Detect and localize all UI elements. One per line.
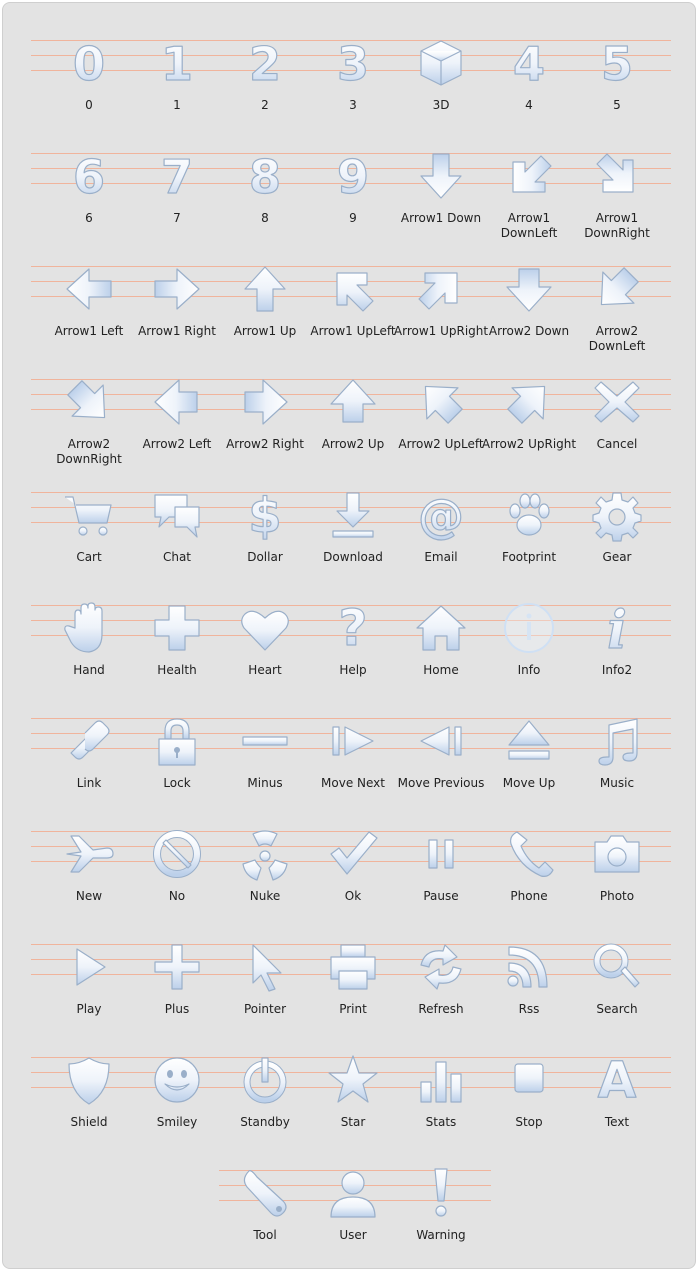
info-icon — [499, 600, 559, 656]
3-icon — [323, 35, 383, 91]
icon-label: Lock — [163, 776, 191, 790]
icon-label: Arrow2 DownRight — [56, 437, 122, 466]
arrow1-downleft-icon — [499, 148, 559, 204]
move-up-icon — [499, 713, 559, 769]
6-icon — [59, 148, 119, 204]
icon-cell-arrow1-upright[interactable] — [393, 259, 489, 372]
lock-icon — [147, 713, 207, 769]
icon-cell-arrow2-downleft[interactable] — [573, 259, 661, 372]
icon-cell-arrow1-down[interactable] — [397, 146, 485, 259]
icon-label: Cart — [76, 550, 102, 564]
icon-cell-home[interactable] — [397, 598, 485, 711]
stats-icon — [411, 1052, 471, 1108]
arrow2-upleft-icon — [411, 374, 471, 430]
cart-icon — [59, 487, 119, 543]
icon-cell-ok[interactable] — [309, 824, 397, 937]
icon-cell-gear[interactable] — [573, 485, 661, 598]
icon-cell-move-up[interactable] — [485, 711, 573, 824]
icon-label: 4 — [525, 98, 533, 112]
icon-cell-print[interactable] — [309, 937, 397, 1050]
icon-label: Hand — [73, 663, 105, 677]
icon-label: Standby — [240, 1115, 290, 1129]
icon-label: Nuke — [249, 889, 281, 903]
icon-label: 2 — [261, 98, 269, 112]
5-icon — [587, 35, 647, 91]
icon-cell-move-next[interactable] — [309, 711, 397, 824]
icon-cell-search[interactable] — [573, 937, 661, 1050]
arrow1-right-icon — [147, 261, 207, 317]
icon-label: Phone — [510, 889, 548, 903]
svg-text:6: 6 — [72, 150, 106, 204]
svg-text:@: @ — [418, 489, 464, 543]
hand-icon — [59, 600, 119, 656]
icon-label: Arrow1 DownLeft — [500, 211, 558, 240]
refresh-icon — [411, 939, 471, 995]
smiley-icon — [147, 1052, 207, 1108]
icon-label: Arrow2 UpRight — [481, 437, 577, 451]
icon-cell-download[interactable] — [309, 485, 397, 598]
icon-label: Download — [323, 550, 383, 564]
icon-cell-help[interactable] — [309, 598, 397, 711]
icon-label: Link — [76, 776, 102, 790]
svg-text:7: 7 — [160, 150, 194, 204]
icon-label: Gear — [602, 550, 632, 564]
icon-label: Play — [76, 1002, 102, 1016]
icon-cell-shield[interactable] — [45, 1050, 133, 1163]
music-icon — [587, 713, 647, 769]
icon-cell-2[interactable] — [221, 33, 309, 146]
svg-text:A: A — [597, 1051, 637, 1109]
icon-label: Arrow2 Right — [226, 437, 304, 451]
icon-label: Help — [339, 663, 367, 677]
email-icon — [411, 487, 471, 543]
footprint-icon — [499, 487, 559, 543]
tool-icon — [235, 1165, 295, 1221]
svg-text:1: 1 — [160, 37, 194, 91]
dollar-icon — [235, 487, 295, 543]
9-icon — [323, 148, 383, 204]
icon-cell-stats[interactable] — [397, 1050, 485, 1163]
icon-label: New — [75, 889, 103, 903]
icon-cell-5[interactable] — [573, 33, 661, 146]
icon-cell-lock[interactable] — [133, 711, 221, 824]
4-icon — [499, 35, 559, 91]
icon-gallery-panel — [2, 2, 696, 1269]
icon-label: Tool — [253, 1228, 277, 1242]
new-icon — [59, 826, 119, 882]
icon-cell-6[interactable] — [45, 146, 133, 259]
icon-label: Info2 — [601, 663, 633, 677]
info2-icon — [587, 600, 647, 661]
icon-label: Arrow2 Left — [142, 437, 212, 451]
icon-label: Arrow1 Down — [400, 211, 482, 225]
icon-cell-arrow1-downleft[interactable] — [485, 146, 573, 259]
icon-label: Arrow1 Left — [54, 324, 124, 338]
icon-label: Move Previous — [397, 776, 485, 790]
icon-cell-heart[interactable] — [221, 598, 309, 711]
icon-label: 3D — [432, 98, 450, 112]
icon-label: 6 — [85, 211, 93, 225]
2-icon — [235, 35, 295, 91]
svg-text:5: 5 — [600, 37, 634, 91]
svg-text:i: i — [607, 600, 627, 661]
icon-cell-0[interactable] — [45, 33, 133, 146]
icon-cell-arrow1-left[interactable] — [45, 259, 133, 372]
print-icon — [323, 939, 383, 995]
search-icon — [587, 939, 647, 995]
help-icon — [323, 600, 383, 656]
icon-label: 9 — [349, 211, 357, 225]
icon-label: Search — [596, 1002, 638, 1016]
icon-label: Arrow1 Right — [138, 324, 216, 338]
icon-cell-arrow2-upright[interactable] — [481, 372, 577, 485]
icon-label: 1 — [173, 98, 181, 112]
8-icon — [235, 148, 295, 204]
icon-cell-minus[interactable] — [221, 711, 309, 824]
icon-cell-photo[interactable] — [573, 824, 661, 937]
arrow2-downright-icon — [59, 374, 119, 430]
icon-label: Print — [339, 1002, 367, 1016]
icon-label: Music — [599, 776, 635, 790]
rss-icon — [499, 939, 559, 995]
standby-icon — [235, 1052, 295, 1108]
icon-label: 0 — [85, 98, 93, 112]
icon-cell-user[interactable] — [309, 1163, 397, 1276]
arrow1-upright-icon — [411, 261, 471, 317]
icon-cell-plus[interactable] — [133, 937, 221, 1050]
icon-cell-smiley[interactable] — [133, 1050, 221, 1163]
arrow2-downleft-icon — [587, 261, 647, 317]
download-icon — [323, 487, 383, 543]
1-icon — [147, 35, 207, 91]
icon-cell-arrow2-left[interactable] — [133, 372, 221, 485]
icon-cell-arrow1-downright[interactable] — [573, 146, 661, 259]
icon-cell-arrow2-downright[interactable] — [45, 372, 133, 485]
arrow1-left-icon — [59, 261, 119, 317]
chat-icon — [147, 487, 207, 543]
arrow1-down-icon — [411, 148, 471, 204]
icon-cell-link[interactable] — [45, 711, 133, 824]
icon-label: 8 — [261, 211, 269, 225]
icon-label: Stats — [425, 1115, 457, 1129]
icon-cell-arrow2-down[interactable] — [485, 259, 573, 372]
shield-icon — [59, 1052, 119, 1108]
icon-label: Arrow2 UpLeft — [398, 437, 484, 451]
icon-label: Arrow2 DownLeft — [588, 324, 646, 353]
plus-icon — [147, 939, 207, 995]
icon-label: Photo — [599, 889, 635, 903]
icon-label: Smiley — [156, 1115, 198, 1129]
icon-label: Pointer — [243, 1002, 287, 1016]
icon-label: Refresh — [418, 1002, 464, 1016]
text-icon — [587, 1052, 647, 1108]
cancel-icon — [587, 374, 647, 430]
svg-text:3: 3 — [336, 37, 370, 91]
ok-icon — [323, 826, 383, 882]
icon-cell-move-previous[interactable] — [397, 711, 485, 824]
icon-cell-stop[interactable] — [485, 1050, 573, 1163]
arrow2-up-icon — [323, 374, 383, 430]
icon-cell-play[interactable] — [45, 937, 133, 1050]
heart-icon — [235, 600, 295, 656]
arrow2-upright-icon — [499, 374, 559, 430]
icon-cell-cart[interactable] — [45, 485, 133, 598]
icon-label: Move Up — [502, 776, 556, 790]
icon-cell-chat[interactable] — [133, 485, 221, 598]
home-icon — [411, 600, 471, 656]
photo-icon — [587, 826, 647, 882]
svg-text:$: $ — [248, 488, 282, 544]
icon-cell-music[interactable] — [573, 711, 661, 824]
icon-label: 7 — [173, 211, 181, 225]
icon-cell-email[interactable] — [397, 485, 485, 598]
arrow2-down-icon — [499, 261, 559, 317]
arrow2-left-icon — [147, 374, 207, 430]
icon-cell-info[interactable] — [485, 598, 573, 711]
icon-cell-tool[interactable] — [221, 1163, 309, 1276]
pause-icon — [411, 826, 471, 882]
icon-label: Email — [424, 550, 458, 564]
icon-cell-info2[interactable] — [573, 598, 661, 711]
icon-label: Text — [604, 1115, 630, 1129]
0-icon — [59, 35, 119, 91]
icon-cell-7[interactable] — [133, 146, 221, 259]
icon-label: Shield — [70, 1115, 108, 1129]
minus-icon — [235, 713, 295, 769]
icon-cell-arrow1-right[interactable] — [133, 259, 221, 372]
icon-cell-3d[interactable] — [397, 33, 485, 146]
icon-cell-arrow1-up[interactable] — [221, 259, 309, 372]
icon-cell-1[interactable] — [133, 33, 221, 146]
icon-cell-health[interactable] — [133, 598, 221, 711]
icon-label: No — [168, 889, 186, 903]
icon-cell-nuke[interactable] — [221, 824, 309, 937]
icon-cell-text[interactable] — [573, 1050, 661, 1163]
icon-cell-standby[interactable] — [221, 1050, 309, 1163]
icon-label: Arrow2 Up — [321, 437, 385, 451]
icon-cell-pause[interactable] — [397, 824, 485, 937]
health-icon — [147, 600, 207, 656]
3d-icon — [411, 35, 471, 91]
icon-cell-4[interactable] — [485, 33, 573, 146]
icon-label: Warning — [416, 1228, 466, 1242]
move-next-icon — [323, 713, 383, 769]
icon-label: Rss — [518, 1002, 540, 1016]
icon-cell-arrow2-upleft[interactable] — [397, 372, 485, 485]
icon-cell-hand[interactable] — [45, 598, 133, 711]
icon-label: Home — [423, 663, 459, 677]
svg-text:4: 4 — [512, 37, 546, 91]
icon-label: Stop — [515, 1115, 543, 1129]
icon-label: Arrow2 Down — [488, 324, 570, 338]
icon-label: Dollar — [247, 550, 283, 564]
icon-label: Arrow1 UpLeft — [310, 324, 396, 338]
icon-cell-warning[interactable] — [397, 1163, 485, 1276]
icon-cell-phone[interactable] — [485, 824, 573, 937]
icon-cell-arrow2-right[interactable] — [221, 372, 309, 485]
icon-label: Arrow1 UpRight — [393, 324, 489, 338]
icon-cell-arrow1-upleft[interactable] — [309, 259, 397, 372]
svg-text:0: 0 — [72, 37, 106, 91]
arrow1-up-icon — [235, 261, 295, 317]
icon-label: Cancel — [596, 437, 638, 451]
icon-label: 5 — [613, 98, 621, 112]
link-icon — [59, 713, 119, 769]
icon-cell-8[interactable] — [221, 146, 309, 259]
icon-cell-cancel[interactable] — [573, 372, 661, 485]
phone-icon — [499, 826, 559, 882]
svg-text:?: ? — [338, 599, 368, 657]
pointer-icon — [235, 939, 295, 995]
icon-label: Ok — [344, 889, 362, 903]
icon-label: Plus — [164, 1002, 190, 1016]
star-icon — [323, 1052, 383, 1108]
no-icon — [147, 826, 207, 882]
icon-label: Arrow1 DownRight — [584, 211, 650, 240]
gear-icon — [587, 487, 647, 543]
user-icon — [323, 1165, 383, 1221]
icon-label: Minus — [247, 776, 283, 790]
icon-label: Footprint — [501, 550, 557, 564]
play-icon — [59, 939, 119, 995]
icon-cell-rss[interactable] — [485, 937, 573, 1050]
icon-label: Heart — [248, 663, 282, 677]
icon-cell-refresh[interactable] — [397, 937, 485, 1050]
move-previous-icon — [411, 713, 471, 769]
7-icon — [147, 148, 207, 204]
icon-cell-new[interactable] — [45, 824, 133, 937]
svg-text:2: 2 — [248, 37, 282, 91]
svg-text:8: 8 — [248, 150, 282, 204]
icon-label: Health — [157, 663, 197, 677]
icon-cell-no[interactable] — [133, 824, 221, 937]
arrow2-right-icon — [235, 374, 295, 430]
icon-cell-pointer[interactable] — [221, 937, 309, 1050]
icon-label: Pause — [423, 889, 459, 903]
icon-label: Star — [340, 1115, 366, 1129]
svg-text:9: 9 — [336, 150, 370, 204]
arrow1-downright-icon — [587, 148, 647, 204]
stop-icon — [499, 1052, 559, 1108]
warning-icon — [411, 1165, 471, 1221]
icon-label: Chat — [162, 550, 192, 564]
icon-cell-9[interactable] — [309, 146, 397, 259]
icon-cell-star[interactable] — [309, 1050, 397, 1163]
arrow1-upleft-icon — [323, 261, 383, 317]
icon-cell-dollar[interactable] — [221, 485, 309, 598]
icon-cell-arrow2-up[interactable] — [309, 372, 397, 485]
icon-label: Arrow1 Up — [233, 324, 297, 338]
icon-label: 3 — [349, 98, 357, 112]
icon-label: Move Next — [321, 776, 385, 790]
icon-label: User — [339, 1228, 367, 1242]
icon-cell-3[interactable] — [309, 33, 397, 146]
icon-label: Info — [517, 663, 541, 677]
nuke-icon — [235, 826, 295, 882]
icon-cell-footprint[interactable] — [485, 485, 573, 598]
